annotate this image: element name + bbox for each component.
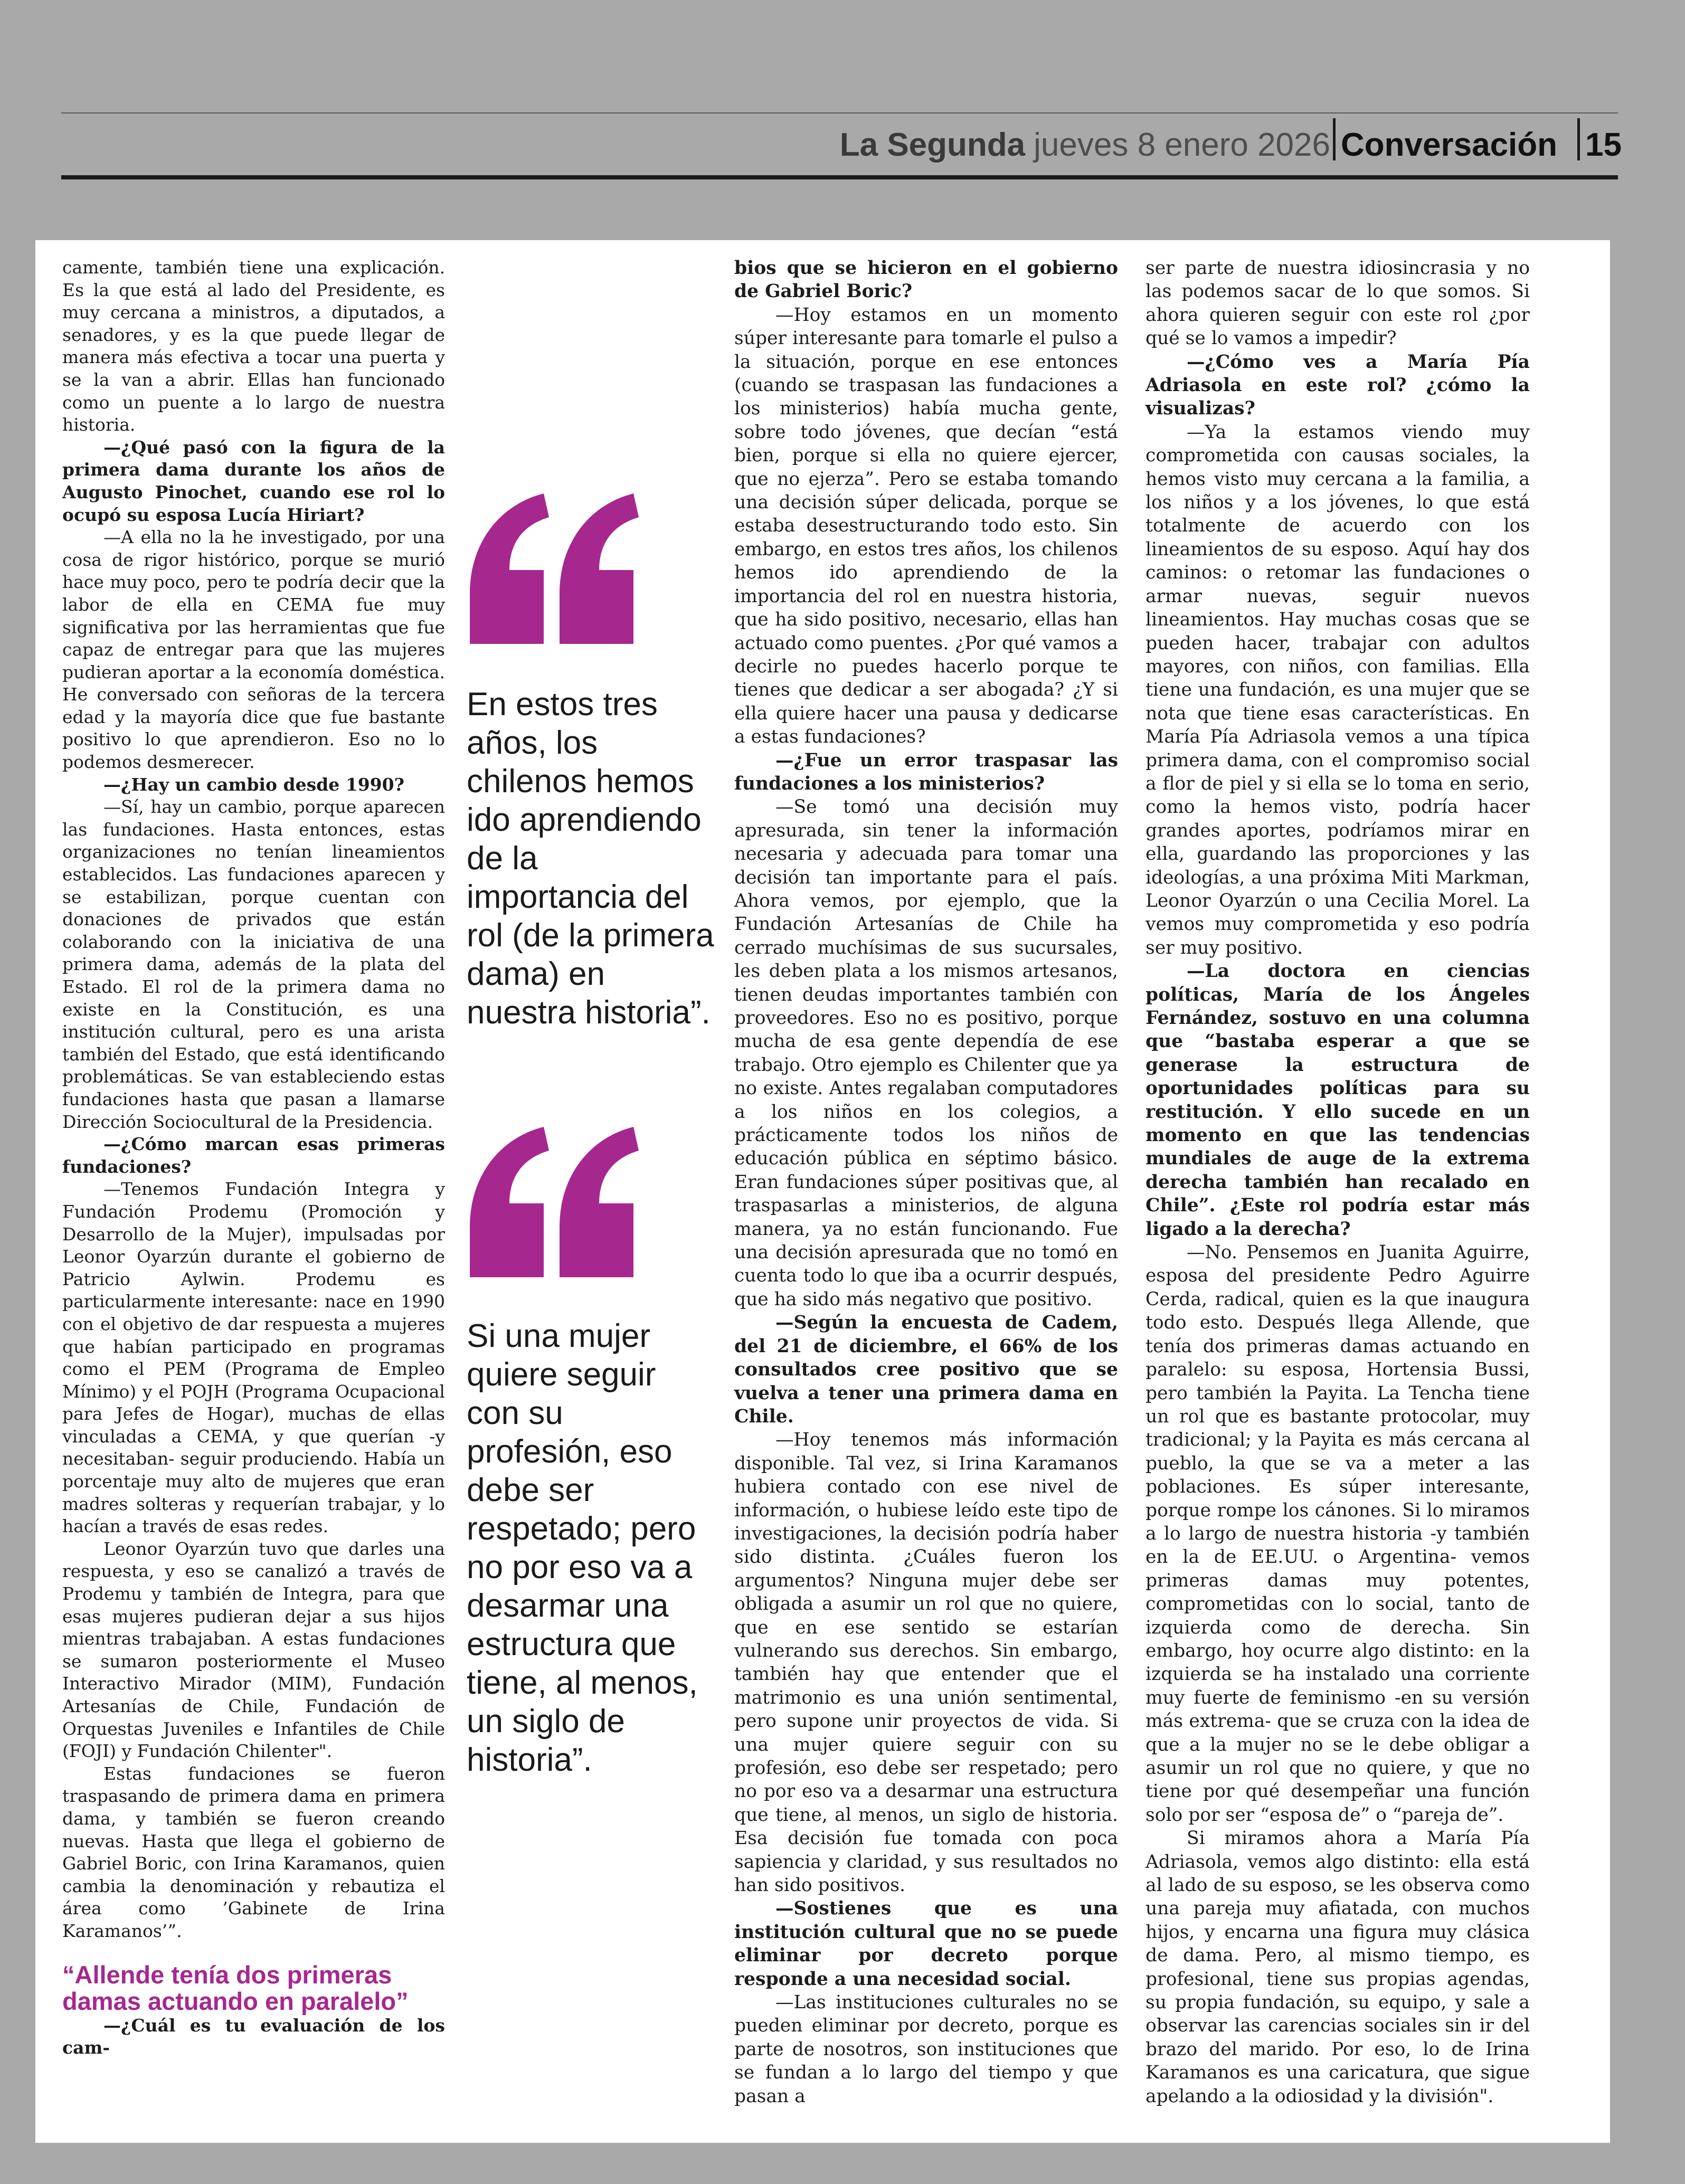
section-name: Conversación bbox=[1341, 126, 1558, 163]
section-subheading: “Allende tenía dos primeras damas actuando en paralelo” bbox=[62, 1960, 409, 2015]
opening-quote-icon bbox=[465, 1127, 639, 1285]
interview-question: —¿Cuál es tu evaluación de los cam- bbox=[62, 2015, 445, 2058]
paragraph: —Las instituciones culturales no se pueden eliminar por decreto, porque es parte de nosotros, son instituciones que se fundan a lo largo del tiempo y que pasan a bbox=[734, 1992, 1118, 2107]
interview-question: —¿Qué pasó con la figura de la primera dama durante los años de Augusto Pinochet, cuando ese rol lo ocupó su esposa Lucía Hiriart? bbox=[62, 436, 445, 525]
interview-question: —¿Cómo ves a María Pía Adriasola en este rol? ¿cómo la visualizas? bbox=[1146, 351, 1530, 420]
interview-question: —Sostienes que es una institución cultural que no se puede eliminar por decreto porque responde a una necesidad social. bbox=[734, 1898, 1118, 1990]
article-column-1 bbox=[62, 257, 445, 2059]
interview-question: —¿Hay un cambio desde 1990? bbox=[103, 774, 404, 795]
page-number: 15 bbox=[1585, 126, 1622, 163]
opening-quote-icon bbox=[465, 493, 639, 652]
issue-date: jueves 8 enero 2026 bbox=[1034, 126, 1330, 163]
header-divider bbox=[1333, 118, 1336, 160]
interview-question: —La doctora en ciencias políticas, María de los Ángeles Fernández, sostuvo en una columna que “bastaba esperar a que se generase la estructura de oportunidades políticas para su restitución. Y ello sucede en un momento en que las tendencias mundiales de auge de la extrema derecha también han recalado en Chile”. ¿Este rol podría estar más ligado a la derecha? bbox=[1146, 961, 1530, 1240]
paragraph: —No. Pensemos en Juanita Aguirre, esposa del presidente Pedro Aguirre Cerda, radical, quien es la que inaugura todo esto. Después llega Allende, que tenía dos primeras damas actuando en paralelo: su esposa, Hortensia Bussi, pero también la Payita. La Tencha tiene un rol que es bastante protocolar, muy tradicional; y la Payita es más cercana al pueblo, la que se va a meter a las poblaciones. Es súper interesante, porque rompe los cánones. Si lo miramos a lo largo de nuestra historia -y también en la de EE.UU. o Argentina- vemos primeras damas muy potentes, comprometidas con lo social, tanto de izquierda como de derecha. Sin embargo, hoy ocurre algo distinto: en la izquierda se ha instalado una corriente muy fuerte de feminismo -en su versión más extrema- que se cruza con la idea de que a la mujer no se le debe obligar a asumir un rol que no quiere, y que no tiene por qué desempeñar una función solo por ser “esposa de” o “pareja de”. bbox=[1146, 1242, 1530, 1826]
header-bottom-rule bbox=[61, 175, 1618, 179]
masthead bbox=[840, 115, 1330, 174]
paragraph: —Hoy tenemos más información disponible. Tal vez, si Irina Karamanos hubiera contado con ese nivel de información, o hubiese leído este tipo de investigaciones, la decisión podría haber sido distinta. ¿Cuáles fueron los argumentos? Ninguna mujer debe ser obligada a asumir un rol que no quiere, que en ese sentido se estarían vulnerando sus derechos. Sin embargo, también hay que entender que el matrimonio es una unión sentimental, pero supone unir proyectos de vida. Si una mujer quiere seguir con su profesión, eso debe ser respetado; pero no por eso va a desarmar una estructura que tiene, al menos, un siglo de historia. Esa decisión fue tomada con poca sapiencia y claridad, y sus resultados no han sido positivos. bbox=[734, 1429, 1118, 1896]
pull-quote: En estos tres años, los chilenos hemos ido aprendiendo de la importancia del rol (de la primera dama) en nuestra historia”. bbox=[467, 686, 714, 1031]
paragraph: —Hoy estamos en un momento súper interesante para tomarle el pulso a la situación, porque en ese entonces (cuando se traspasan las fundaciones a los ministerios) había mucha gente, sobre todo jóvenes, que decían “está bien, porque si ella no quiere ejercer, que no ejerza”. Pero se estaba tomando una decisión súper delicada, porque se estaba desestructurando todo esto. Sin embargo, en estos tres años, los chilenos hemos ido aprendiendo de la importancia del rol en nuestra historia, que ha sido positivo, necesario, ellas han actuado como puentes. ¿Por qué vamos a decirle no puedes hacerlo porque te tienes que dedicar a ser abogada? ¿Y si ella quiere hacer una pausa y dedicarse a estas fundaciones? bbox=[734, 304, 1118, 748]
paragraph: —Se tomó una decisión muy apresurada, sin tener la información necesaria y adecuada para tomar una decisión tan importante para el país. Ahora vemos, por ejemplo, que la Fundación Artesanías de Chile ha cerrado muchísimas de sus sucursales, les deben plata a los mismos artesanos, tienen deudas importantes también con proveedores. Eso no es positivo, porque mucha de esa gente dependía de ese trabajo. Otro ejemplo es Chilenter que ya no existe. Antes regalaban computadores a los niños en los colegios, a prácticamente todos los niños de educación pública en séptimo básico. Eran fundaciones súper positivas que, al traspasarlas a ministerios, de alguna manera, ya no están funcionando. Fue una decisión apresurada que no tomó en cuenta todo lo que iba a ocurrir después, que ha sido más negativo que positivo. bbox=[734, 796, 1118, 1310]
article-column-2 bbox=[734, 257, 1118, 2108]
interview-question: bios que se hicieron en el gobierno de Gabriel Boric? bbox=[734, 258, 1118, 302]
interview-question: —¿Fue un error traspasar las fundaciones a los ministerios? bbox=[734, 749, 1118, 794]
paragraph: —Ya la estamos viendo muy comprometida con causas sociales, la hemos visto muy cercana a la familia, a los niños y a los jóvenes, lo que está totalmente de acuerdo con los lineamientos de su esposo. Aquí hay dos caminos: o retomar las fundaciones o armar nuevas, seguir nuevos lineamientos. Hay muchas cosas que se pueden hacer, trabajar con adultos mayores, con niños, con familias. Ella tiene una fundación, es una mujer que se nota que tiene esas características. En María Pía Adriasola vemos a una típica primera dama, con el compromiso social a flor de piel y si ella se lo toma en serio, como la hemos visto, podría hacer grandes aportes, podríamos mirar en ella, guardando las proporciones y las ideologías, a una próxima Miti Markman, Leonor Oyarzún o una Cecilia Morel. La vemos muy comprometida y eso podría ser muy positivo. bbox=[1146, 421, 1530, 958]
article-column-3 bbox=[1146, 257, 1530, 2108]
publication-name: La Segunda bbox=[839, 126, 1026, 163]
pull-quote: Si una mujer quiere seguir con su profesión, eso debe ser respetado; pero no por eso va a desarmar una estructura que tiene, al menos, un siglo de historia”. bbox=[467, 1318, 698, 1778]
paragraph: camente, también tiene una explicación. Es la que está al lado del Presidente, es muy cercana a ministros, a diputados, a senadores, y es la que puede llegar de manera más efectiva a tocar una puerta y se la van a abrir. Ellas han funcionado como un puente a lo largo de nuestra historia. bbox=[62, 257, 445, 435]
interview-question: —¿Cómo marcan esas primeras fundaciones? bbox=[62, 1134, 445, 1177]
paragraph: Estas fundaciones se fueron traspasando de primera dama en primera dama, y también se fueron creando nuevas. Hasta que llega el gobierno de Gabriel Boric, con Irina Karamanos, quien cambia la denominación y rebautiza el área como ’Gabinete de Irina Karamanos’”. bbox=[62, 1763, 445, 1941]
paragraph: Si miramos ahora a María Pía Adriasola, vemos algo distinto: ella está al lado de su esposo, se les observa como una pareja muy afiatada, con muchos hijos, y encarna una figura muy clásica de dama. Pero, al mismo tiempo, es profesional, tiene sus propias agendas, su propia fundación, su equipo, y sale a observar las carencias sociales sin ir del brazo del marido. Por eso, lo de Irina Karamanos es una caricatura, que sigue apelando a la odiosidad y la división". bbox=[1146, 1828, 1530, 2107]
header-top-rule bbox=[61, 112, 1618, 113]
interview-question: —Según la encuesta de Cadem, del 21 de diciembre, el 66% de los consultados cree positivo que se vuelva a tener una primera dama en Chile. bbox=[734, 1312, 1118, 1427]
paragraph: —A ella no la he investigado, por una cosa de rigor histórico, porque se murió hace muy poco, pero te podría decir que la labor de ella en CEMA fue muy significativa por las herramientas que fue capaz de entregar para que las mujeres pudieran aportar a la economía doméstica. He conversado con señoras de la tercera edad y la mayoría dice que fue bastante positivo lo que aprendieron. Eso no lo podemos desmerecer. bbox=[62, 527, 445, 773]
paragraph: —Sí, hay un cambio, porque aparecen las fundaciones. Hasta entonces, estas organizaciones no tenían lineamientos establecidos. Las fundaciones aparecen y se estabilizan, porque cuentan con donaciones de privados que están colaborando con la iniciativa de una primera dama, además de la plata del Estado. El rol de la primera dama no existe en la Constitución, es una institución cultural, pero es una arista también del Estado, que está identificando problemáticas. Se van estableciendo estas fundaciones hasta que pasan a llamarse Dirección Sociocultural de la Presidencia. bbox=[62, 796, 445, 1132]
paragraph: ser parte de nuestra idiosincrasia y no las podemos sacar de lo que somos. Si ahora quieren seguir con este rol ¿por qué se lo vamos a impedir? bbox=[1146, 258, 1530, 349]
header-divider bbox=[1577, 118, 1580, 160]
paragraph: —Tenemos Fundación Integra y Fundación Prodemu (Promoción y Desarrollo de la Mujer), impulsadas por Leonor Oyarzún durante el gobierno de Patricio Aylwin. Prodemu es particularmente interesante: nace en 1990 con el objetivo de dar respuesta a mujeres que habían participado en programas como el PEM (Programa de Empleo Mínimo) y el POJH (Programa Ocupacional para Jefes de Hogar), muchas de ellas vinculadas a CEMA, y que querían -y necesitaban- seguir produciendo. Había un porcentaje muy alto de mujeres que eran madres solteras y requerían trabajar, y lo hacían a través de esas redes. bbox=[62, 1179, 445, 1537]
paragraph: Leonor Oyarzún tuvo que darles una respuesta, y eso se canalizó a través de Prodemu y también de Integra, para que esas mujeres pudieran dejar a sus hijos mientras trabajaban. A estas fundaciones se sumaron posteriormente el Museo Interactivo Mirador (MIM), Fundación Artesanías de Chile, Fundación de Orquestas Juveniles e Infantiles de Chile (FOJI) y Fundación Chilenter". bbox=[62, 1538, 445, 1762]
